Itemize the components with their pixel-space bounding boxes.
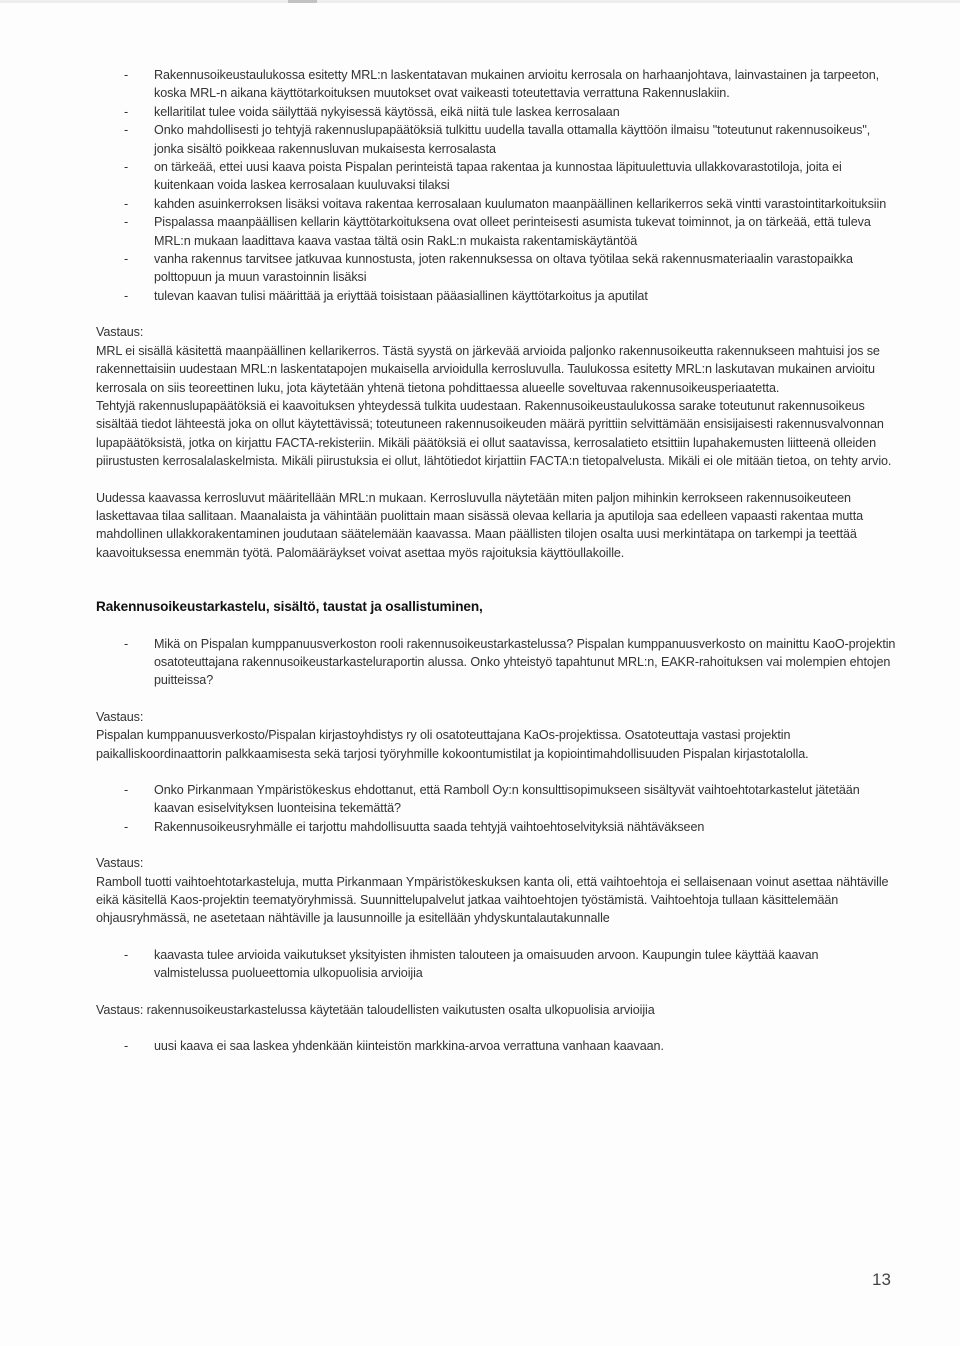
bullet-item: - tulevan kaavan tulisi määrittää ja eriyttää toisistaan pääasiallinen käyttötarkoitus ja aputilat <box>96 287 896 305</box>
bullet-item: - Rakennusoikeusryhmälle ei tarjottu mahdollisuutta saada tehtyjä vaihtoehtoselvityksiä nähtäväkseen <box>96 818 896 836</box>
answer-label: Vastaus: <box>96 709 144 724</box>
answer-label: Vastaus: <box>96 325 144 340</box>
bullet-item: - Mikä on Pispalan kumppanuusverkoston rooli rakennusoikeustarkastelussa? Pispalan kumppanuusverkosto on mainittu KaoO-projektin osatoteuttajana rakennusoikeustarkasteluraportin alussa. Onko yhteistyö tapahtunut MRL:n, EAKR-rahoituksen vai molempien ehtojen puitteissa? <box>96 635 896 690</box>
paragraph: Uudessa kaavassa kerrosluvut määritellään MRL:n mukaan. Kerrosluvulla näytetään miten paljon mihinkin kerrokseen rakennusoikeuteen laskettavaa tilaa sallitaan. Maanalaista ja vähintään puolittain maan sisässä olevaa kellaria ja aputiloja saa edelleen vapaasti rakentaa mutta mahdollinen ullakkorakentaminen joudutaan säätelemään kaavassa. Maan päällisten tilojen osalta uusi merkintätapa on tarkempi ja teettää kaavoituksessa enemmän työtä. Palomääräykset voivat asettaa myös rajoituksia käyttöullakoille. <box>96 490 863 560</box>
bullet-item: - kahden asuinkerroksen lisäksi voitava rakentaa kerrosalaan kuulumaton maanpäällinen kellarikerros sekä vintti varastointitarkoituksiin <box>96 195 896 213</box>
bullet-item: - vanha rakennus tarvitsee jatkuvaa kunnostusta, joten rakennuksessa on oltava työtilaa sekä rakennusmateriaalin varastopaikka polttopuun ja muun varastoinnin lisäksi <box>96 250 896 287</box>
bullet-list <box>96 1037 896 1055</box>
spacer <box>96 763 896 781</box>
spacer <box>96 471 896 489</box>
bullet-item: - Rakennusoikeustaulukossa esitetty MRL:n laskentatavan mukainen arvioitu kerrosala on harhaanjohtava, lainvastainen ja tarpeeton, koska MRL-n aikana käyttötarkoituksen muutokset ovat vaikeasti toteutettavia verrattuna Rakennuslakiin. <box>96 66 896 103</box>
bullet-item: - kaavasta tulee arvioida vaikutukset yksityisten ihmisten talouteen ja omaisuuden arvoon. Kaupungin tulee käyttää kaavan valmistelussa puolueettomia ulkopuolisia arvioijia <box>96 946 896 983</box>
paragraph: Vastaus: rakennusoikeustarkastelussa käytetään taloudellisten vaikutusten osalta ulkopuolisia arvioijia <box>96 1002 655 1017</box>
page-number: 13 <box>872 1270 891 1289</box>
bullet-list <box>96 781 896 836</box>
spacer <box>96 617 896 635</box>
bullet-item: - kellaritilat tulee voida säilyttää nykyisessä käytössä, eikä niitä tule laskea kerrosalaan <box>96 103 896 121</box>
answer-label: Vastaus: <box>96 856 144 871</box>
spacer <box>96 562 896 598</box>
bullet-item: - on tärkeää, ettei uusi kaava poista Pispalan perinteistä tapaa rakentaa ja kunnostaa läpituulettuvia ullakkovarastotiloja, joita ei kuitenkaan voida laskea kerrosalaan kuuluvaksi tilaksi <box>96 158 896 195</box>
paragraph: Ramboll tuotti vaihtoehtotarkasteluja, mutta Pirkanmaan Ympäristökeskuksen kanta oli, että vaihtoehtoja ei sellaisenaan voinut asettaa nähtäville eikä käsitellä Kaos-projektin teematyöryhmissä. Suunnittelupalvelut jatkaa vaihtoehtojen työstämistä. Vaihtoehtoja tullaan käsittelemään ohjausryhmässä, ne asetetaan nähtäville ja lausunnoille ja esitellään yhdyskuntalautakunnalle <box>96 874 889 926</box>
document-body <box>96 66 896 1055</box>
spacer <box>96 305 896 323</box>
paragraph: Tehtyjä rakennuslupapäätöksiä ei kaavoituksen yhteydessä tulkita uudestaan. Rakennusoikeustaulukossa sarake toteutunut rakennusoikeus sisältää tiedot lähteestä joka on ollut käytettävissä; toteutuneen rakennusoikeuden määrä pyrittiin selvittämään ensisijaisesti rakennusvalvonnan lupapäätöksistä, jotka on kirjattu FACTA-rekisteriin. Mikäli päätöksiä ei ollut saatavissa, kerrosalatieto etsittiin lupahakemusten liitteenä olleiden piirustusten kerrosalalaskelmista. Mikäli piirustuksia ei ollut, lähtötiedot kirjattiin FACTA:n tietopalvelusta. Mikäli ei ole mitään tietoa, on tehty arvio. <box>96 398 892 469</box>
bullet-item: - uusi kaava ei saa laskea yhdenkään kiinteistön markkina-arvoa verrattuna vanhaan kaavaan. <box>96 1037 896 1055</box>
bullet-list <box>96 66 896 305</box>
bullet-item: - Pispalassa maanpäällisen kellarin käyttötarkoituksena ovat olleet perinteisesti asumista tukevat toiminnot, ja on tärkeää, että tuleva MRL:n mukaan laadittava kaava vastaa tältä osin RakL:n mukaista rakentamiskäytäntöä <box>96 213 896 250</box>
spacer <box>96 928 896 946</box>
paragraph: Pispalan kumppanuusverkosto/Pispalan kirjastoyhdistys ry oli osatoteuttajana KaOs-projektissa. Osatoteuttaja vastasi projektin paikalliskoordinaattorin palkkaamisesta sekä tarjosi työryhmille kokoontumistilat ja kopiointimahdollisuuden Pispalan kirjastotalolla. <box>96 728 809 761</box>
spacer <box>96 983 896 1001</box>
bullet-item: - Onko Pirkanmaan Ympäristökeskus ehdottanut, että Ramboll Oy:n konsulttisopimukseen sisältyvät vaihtoehtotarkastelut jätetään kaavan esiselvityksen luonteisina tekemättä? <box>96 781 896 818</box>
bullet-list <box>96 635 896 690</box>
scan-edge <box>0 0 960 3</box>
bullet-item: - Onko mahdollisesti jo tehtyjä rakennuslupapäätöksiä tulkittu uudella tavalla ottamalla käyttöön ilmaisu "toteutunut rakennusoikeus", jonka sisältö poikkeaa rakennusluvan mukaisesta kerrosalasta <box>96 121 896 158</box>
spacer <box>96 690 896 708</box>
paragraph: MRL ei sisällä käsitettä maanpäällinen kellarikerros. Tästä syystä on järkevää arvioida paljonko rakennusoikeutta rakennukseen mahtuisi jos se rakennettaisiin uudestaan MRL:n laskentatapojen mukaisella arvioidulla kerrosluvulla. Taulukossa esitetty MRL:n laskutavan mukainen arvioitu kerrosala on siis teoreettinen luku, jota käytetään yhtenä tietona pohdittaessa alueelle soveltuvaa rakennusoikeusperiaatetta. <box>96 343 880 395</box>
bullet-list <box>96 946 896 983</box>
spacer <box>96 836 896 854</box>
spacer <box>96 1019 896 1037</box>
section-heading: Rakennusoikeustarkastelu, sisältö, taustat ja osallistuminen, <box>96 599 483 615</box>
